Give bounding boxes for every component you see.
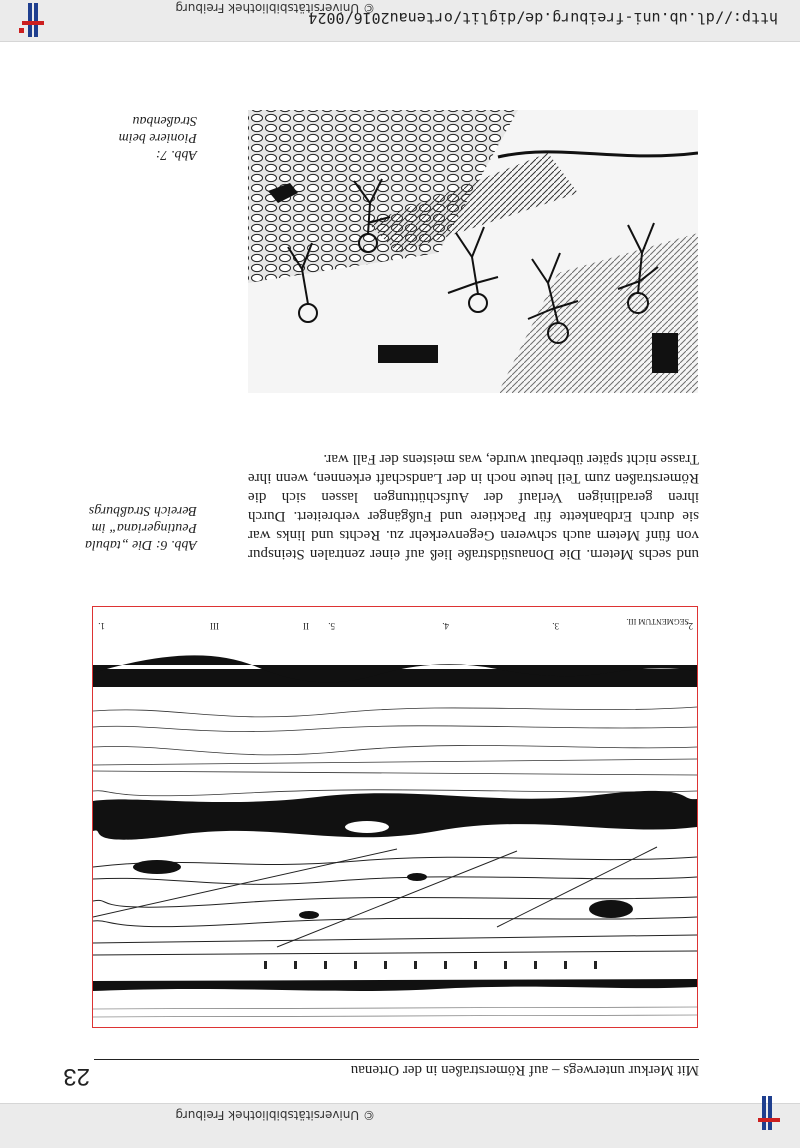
caption-line: Pioniere beim bbox=[118, 130, 197, 145]
margin-mark: 4. bbox=[442, 621, 449, 631]
margin-mark: 3. bbox=[552, 621, 559, 631]
margin-mark: 1. bbox=[98, 621, 105, 631]
footer-copyright: © Universitätsbibliothek Freiburg bbox=[175, 1108, 375, 1122]
caption-line: Bereich Straßburgs bbox=[88, 503, 197, 518]
caption-line: Abb. 6: Die „tabula bbox=[85, 537, 197, 552]
header-band bbox=[0, 0, 800, 42]
margin-mark: III bbox=[210, 621, 219, 631]
segment-label: SEGMENTUM III. bbox=[626, 617, 689, 626]
margin-mark: 5. bbox=[328, 621, 335, 631]
figure-7-caption bbox=[119, 112, 197, 163]
caption-line: Straßenbau bbox=[132, 113, 197, 128]
footer-band bbox=[0, 1103, 800, 1148]
caption-line: Abb. 7: bbox=[155, 147, 197, 162]
university-logo-icon bbox=[752, 1096, 786, 1130]
body-paragraph bbox=[248, 449, 699, 563]
header-rule bbox=[94, 1059, 699, 1060]
figure-6-map bbox=[92, 606, 698, 1028]
margin-mark: 2. bbox=[686, 621, 693, 631]
running-head: Mit Merkur unterwegs – auf Römerstraßen in der Ortenau bbox=[350, 1062, 699, 1078]
figure-6-caption bbox=[85, 502, 197, 553]
university-logo-icon bbox=[14, 3, 48, 37]
document-url[interactable]: http://dl.ub.uni-freiburg.de/diglit/ortenau2016/0024 bbox=[308, 9, 778, 27]
figure-7-illustration bbox=[248, 110, 698, 393]
paragraph-text: und sechs Metern. Die Donausüdstraße ließ auf einer zentralen Steinspur von fünf Metern auch schweren Gegenverkehr zu. Rechts und links war sie durch Erdbankette für Packtiere und Fußgänger verbreitert. Durch ihren geradlinigen Verlauf der Aufschüttungen lassen sich die Römerstraßen zum Teil heute noch in der Landschaft erkennen, wenn ihre Trasse nicht später überbaut wurde, was meistens der Fall war. bbox=[248, 451, 699, 562]
caption-line: Peutingeriana“ im bbox=[91, 520, 197, 535]
page-number: 23 bbox=[63, 1063, 90, 1090]
margin-mark: II bbox=[303, 621, 309, 631]
header-copyright: © Universitätsbibliothek Freiburg bbox=[175, 1, 375, 15]
